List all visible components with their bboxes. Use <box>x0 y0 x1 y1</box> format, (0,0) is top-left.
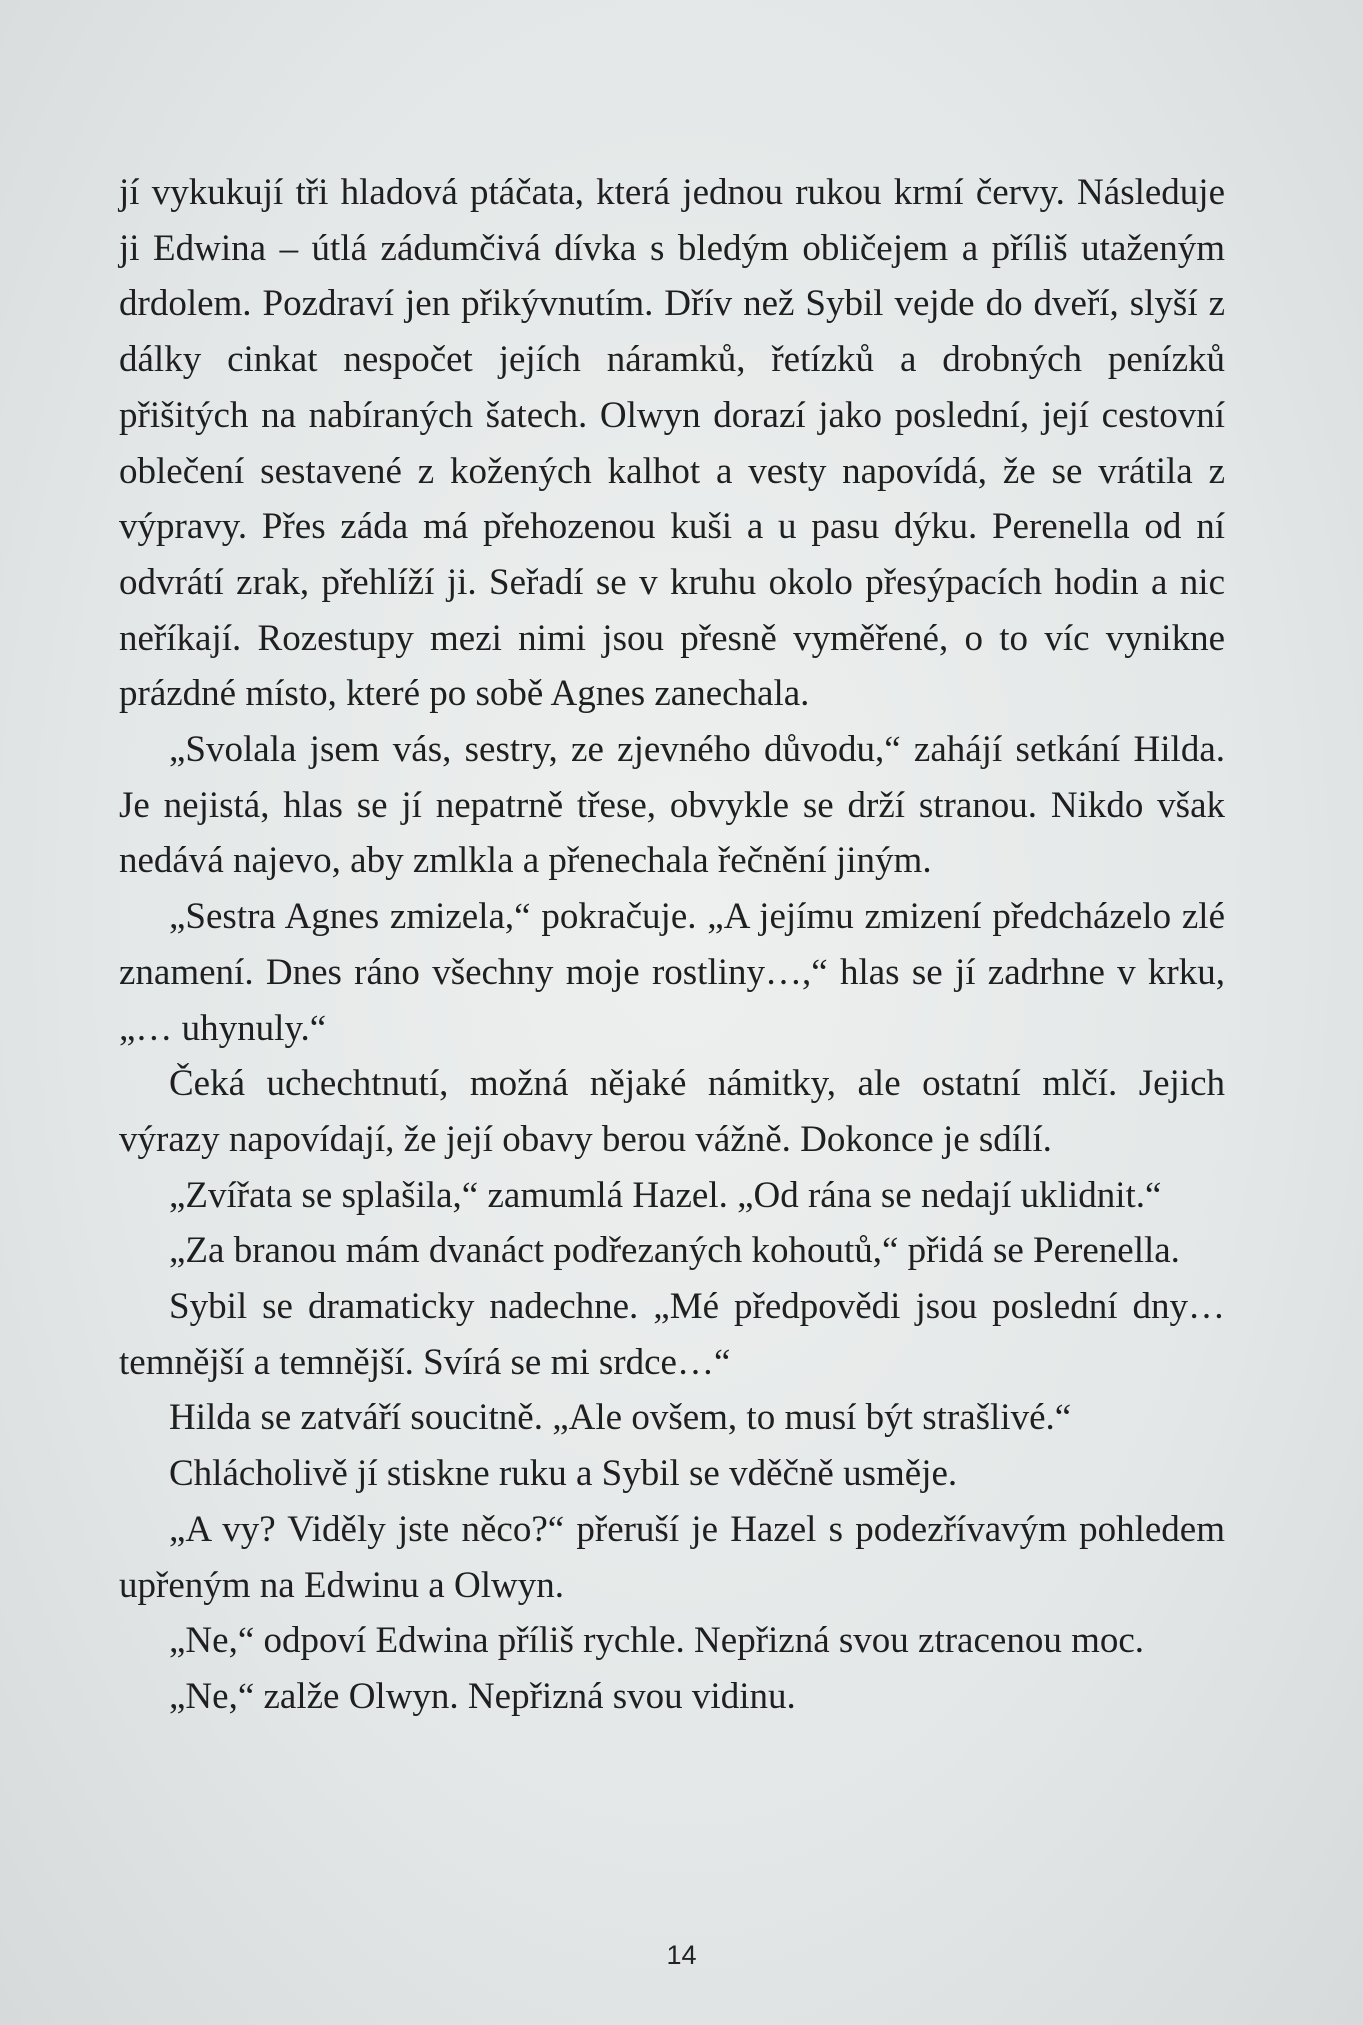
paragraph-5: „Zvířata se splašila,“ zamumlá Hazel. „Od rána se nedají uklidnit.“ <box>169 1174 1162 1216</box>
paragraph-11: „Ne,“ odpoví Edwina příliš rychle. Nepřizná svou ztracenou moc. <box>169 1620 1145 1662</box>
paragraph-12: „Ne,“ zalže Olwyn. Nepřizná svou vidinu. <box>169 1675 796 1717</box>
paragraph-4: Čeká uchechtnutí, možná nějaké námitky, ale ostatní mlčí. Jejich výrazy napovídají, že její obavy berou vážně. Dokonce je sdílí. <box>119 1063 1225 1160</box>
paragraph-3: „Sestra Agnes zmizela,“ pokračuje. „A jejímu zmizení předcházelo zlé znamení. Dnes ráno všechny moje rostliny…,“ hlas se jí zadrhne v krku, „… uhynuly.“ <box>119 896 1225 1049</box>
paragraph-2: „Svolala jsem vás, sestry, ze zjevného důvodu,“ zahájí setkání Hilda. Je nejistá, hlas se jí nepatrně třese, obvykle se drží stranou. Nikdo však nedává najevo, aby zmlkla a přenechala řečnění jiným. <box>119 729 1225 882</box>
paragraph-10: „A vy? Viděly jste něco?“ přeruší je Hazel s podezřívavým pohledem upřeným na Edwinu a Olwyn. <box>119 1508 1225 1606</box>
paragraph-8: Hilda se zatváří soucitně. „Ale ovšem, to musí být strašlivé.“ <box>169 1397 1072 1439</box>
page-number: 14 <box>666 1940 697 1970</box>
paragraph-7: Sybil se dramaticky nadechne. „Mé předpovědi jsou poslední dny… temnější a temnější. Svírá se mi srdce…“ <box>119 1286 1225 1383</box>
paragraph-9: Chlácholivě jí stiskne ruku a Sybil se vděčně usměje. <box>169 1453 958 1495</box>
body-text <box>119 165 1225 1725</box>
paragraph-6: „Za branou mám dvanáct podřezaných kohoutů,“ přidá se Perenella. <box>169 1230 1180 1272</box>
paragraph-1: jí vykukují tři hladová ptáčata, která jednou rukou krmí červy. Následuje ji Edwina – útlá zádumčivá dívka s bledým obličejem a příliš utaženým drdolem. Pozdraví jen přikývnutím. Dřív než Sybil vejde do dveří, slyší z dálky cinkat nespočet jejích náramků, řetízků a drobných penízků přišitých na nabíraných šatech. Olwyn dorazí jako poslední, její cestovní oblečení sestavené z kožených kalhot a vesty napovídá, že se vrátila z výpravy. Přes záda má přehozenou kuši a u pasu dýku. Perenella od ní odvrátí zrak, přehlíží ji. Seřadí se v kruhu okolo přesýpacích hodin a nic neříkají. Rozestupy mezi nimi jsou přesně vyměřené, o to víc vynikne prázdné místo, které po sobě Agnes zanechala. <box>119 172 1225 715</box>
